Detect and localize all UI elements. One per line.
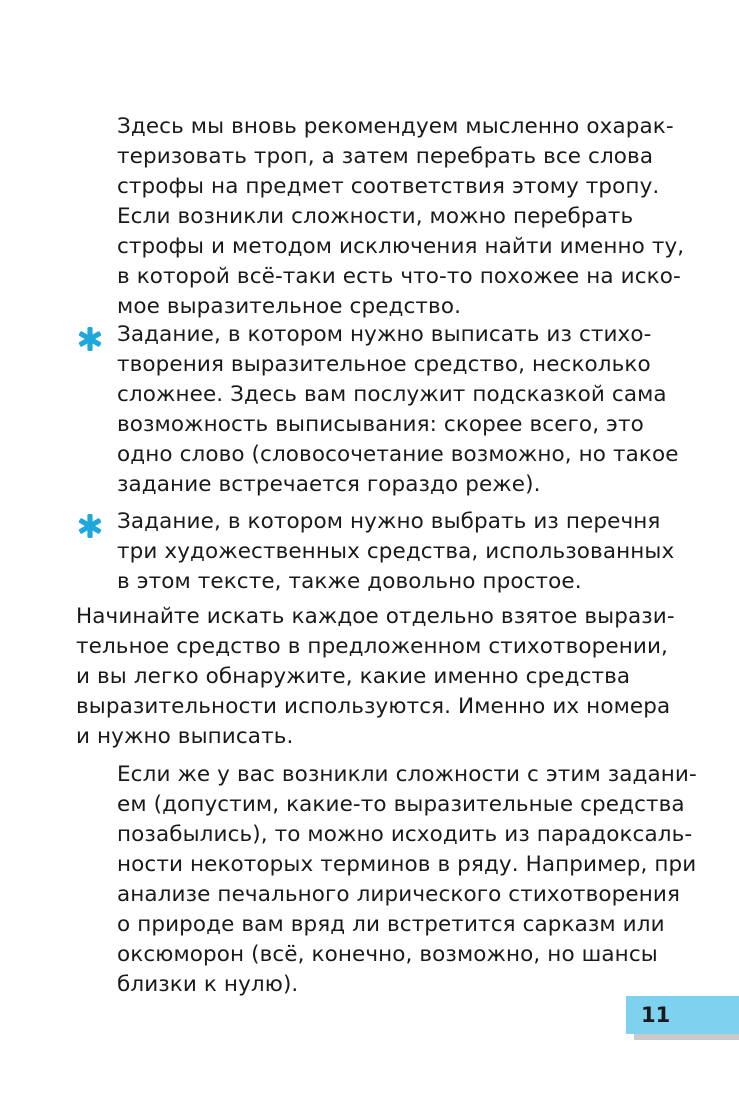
text-line: Начинайте искать каждое отдельно взятое вырази- [76, 604, 675, 629]
text-line: близки к нулю). [117, 972, 299, 997]
paragraph-trope-check [117, 112, 685, 322]
asterisk-icon [76, 325, 104, 353]
text-line: ем (допустим, какие-то выразительные средства [117, 792, 685, 817]
text-line: ности некоторых терминов в ряду. Например, при [117, 852, 697, 877]
text-line: в которой всё-таки есть что-то похожее на иско- [117, 264, 681, 289]
text-line: мое выразительное средство. [117, 294, 462, 319]
text-line: Здесь мы вновь рекомендуем мысленно охарак- [117, 114, 674, 139]
text-line: позабылись), то можно исходить из парадоксаль- [117, 822, 693, 847]
text-line: строфы и методом исключения найти именно ту, [117, 234, 685, 259]
paragraph-paradox-hint [117, 760, 697, 1000]
page-number: 11 [641, 1003, 671, 1027]
paragraph-search-advice [76, 602, 675, 752]
text-line: задание встречается гораздо реже). [117, 472, 541, 497]
text-line: творения выразительное средство, несколько [117, 352, 651, 377]
text-line: о природе вам вряд ли встретится сарказм или [117, 912, 665, 937]
text-line: Задание, в котором нужно выбрать из перечня [117, 509, 661, 534]
text-line: возможность выписывания: скорее всего, это [117, 412, 644, 437]
text-line: выразительности используются. Именно их номера [76, 694, 671, 719]
text-line: в этом тексте, также довольно простое. [117, 569, 582, 594]
text-line: тельное средство в предложенном стихотворении, [76, 634, 668, 659]
text-line: Если возникли сложности, можно перебрать [117, 204, 634, 229]
bullet-item-write-out-task [117, 320, 679, 500]
text-line: одно слово (словосочетание возможно, но такое [117, 442, 679, 467]
text-line: три художественных средства, использованных [117, 539, 675, 564]
text-line: анализе печального лирического стихотворения [117, 882, 680, 907]
text-line: и нужно выписать. [76, 724, 294, 749]
text-line: оксюморон (всё, конечно, возможно, но шансы [117, 942, 658, 967]
asterisk-icon [76, 512, 104, 540]
text-line: теризовать троп, а затем перебрать все слова [117, 144, 654, 169]
text-line: и вы легко обнаружите, какие именно средства [76, 664, 631, 689]
text-line: строфы на предмет соответствия этому тропу. [117, 174, 660, 199]
bullet-item-choose-task [117, 507, 675, 597]
text-line: Задание, в котором нужно выписать из стихо- [117, 322, 652, 347]
text-line: Если же у вас возникли сложности с этим задани- [117, 762, 697, 787]
page-tab-shadow [634, 1034, 739, 1040]
text-line: сложнее. Здесь вам послужит подсказкой сама [117, 382, 667, 407]
